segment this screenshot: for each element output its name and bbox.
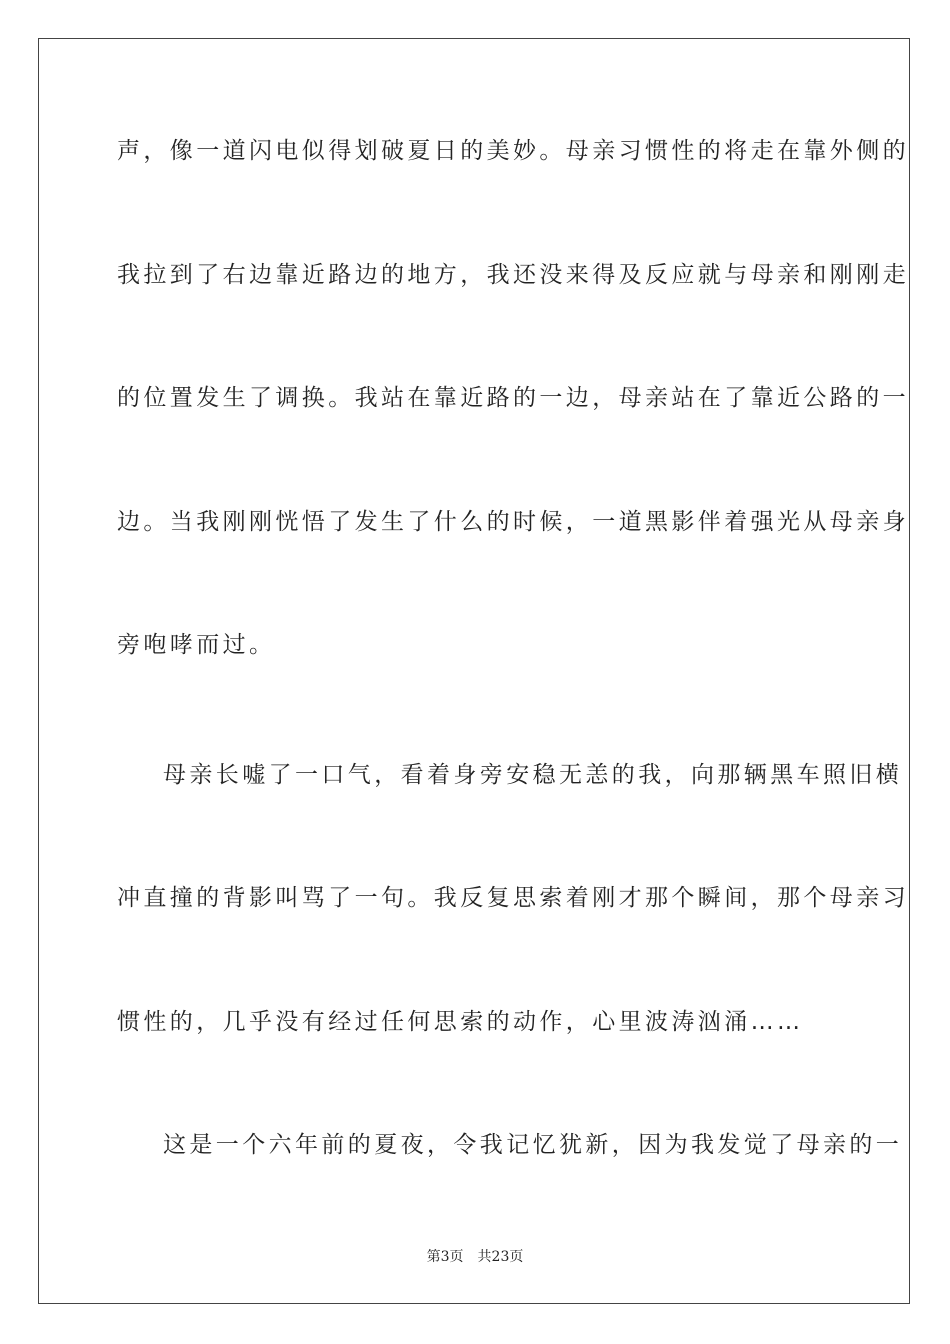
body-line-4: 边。当我刚刚恍悟了发生了什么的时候，一道黑影伴着强光从母亲身 [117,509,909,535]
body-line-5: 旁咆哮而过。 [117,632,276,658]
body-line-1: 声，像一道闪电似得划破夏日的美妙。母亲习惯性的将走在靠外侧的 [117,138,909,164]
paragraph-2-line-2: 冲直撞的背影叫骂了一句。我反复思索着刚才那个瞬间，那个母亲习 [117,885,909,911]
page-footer [0,1247,950,1267]
body-line-3: 的位置发生了调换。我站在靠近路的一边，母亲站在了靠近公路的一 [117,385,909,411]
paragraph-2-line-3: 惯性的，几乎没有经过任何思索的动作，心里波涛汹涌…… [117,1009,804,1035]
body-line-2: 我拉到了右边靠近路边的地方，我还没来得及反应就与母亲和刚刚走 [117,262,909,288]
page-border [38,38,910,1304]
total-page-count: 共23页 [477,1249,524,1265]
paragraph-3-line-1: 这是一个六年前的夏夜，令我记忆犹新，因为我发觉了母亲的一 [163,1132,903,1158]
paragraph-2-line-1: 母亲长嘘了一口气，看着身旁安稳无恙的我，向那辆黑车照旧横 [163,762,903,788]
current-page-number: 第3页 [426,1249,464,1265]
